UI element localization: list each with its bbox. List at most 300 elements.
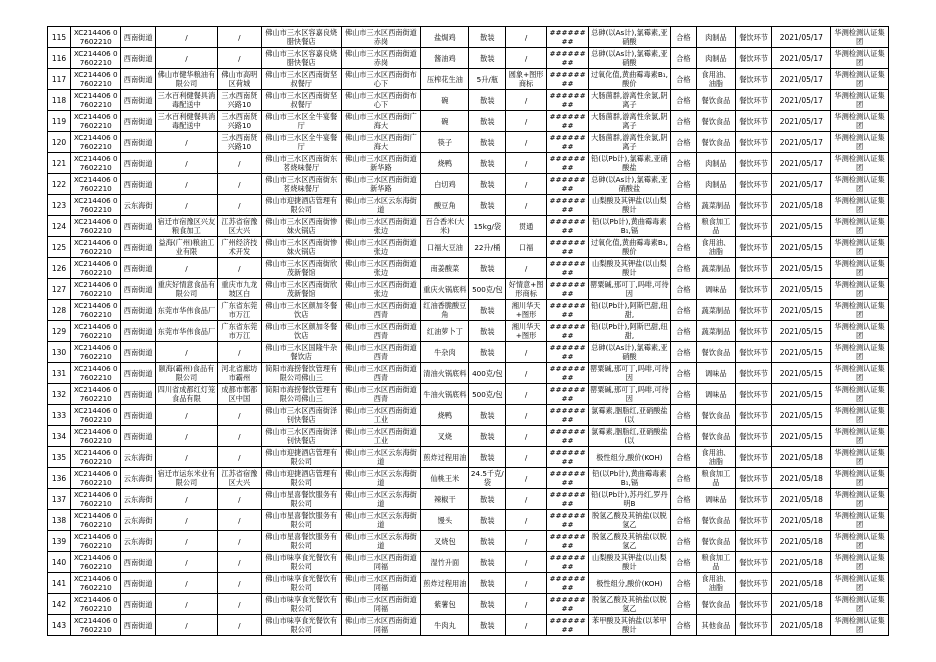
cell-producer-addr: 三水西南贤兴路10 [217,90,261,111]
cell-food: 紫薯包 [421,594,469,615]
cell-check-date: 2021/05/15 [772,216,831,237]
cell-spec: 散装 [469,300,506,321]
cell-brand: / [506,573,547,594]
cell-operator: 佛山市三水区西南街坚叔餐厅 [261,69,341,90]
cell-code: XC214406 07602210 [71,594,121,615]
cell-check-date: 2021/05/17 [772,48,831,69]
table-row [48,573,889,594]
cell-category: 餐饮食品 [696,510,735,531]
table-row [48,195,889,216]
cell-date: ######## [547,510,589,531]
cell-operator: 佛山市三水区全牛宴餐厅 [261,132,341,153]
cell-producer: 宿迁市宿豫区兴友粮食加工 [155,216,217,237]
cell-producer: / [155,615,217,636]
cell-code: XC214406 07602210 [71,48,121,69]
cell-producer-addr: / [217,510,261,531]
cell-check-date: 2021/05/18 [772,531,831,552]
cell-lab: 华测检测认证集团 [831,153,889,174]
cell-no: 139 [48,531,71,552]
cell-area: 西南街道 [121,48,156,69]
cell-operator: 佛山市三水区西南街惨妹火锅店 [261,237,341,258]
table-row [48,489,889,510]
cell-brand: / [506,552,547,573]
cell-producer-addr: 广东省东莞市万江 [217,321,261,342]
cell-operator-addr: 佛山市三水区云东海街道 [341,489,421,510]
cell-items: 脱氢乙酸及其钠盐(以脱氢乙 [589,531,671,552]
cell-date: ######## [547,363,589,384]
cell-stage: 餐饮环节 [735,216,772,237]
cell-result: 合格 [670,594,696,615]
cell-check-date: 2021/05/18 [772,552,831,573]
cell-check-date: 2021/05/18 [772,594,831,615]
cell-food: 盐焗鸡 [421,27,469,48]
cell-code: XC214406 07602210 [71,405,121,426]
cell-operator: 佛山市三水区西南街泽钊快餐店 [261,426,341,447]
cell-no: 128 [48,300,71,321]
cell-stage: 餐饮环节 [735,426,772,447]
cell-area: 西南街道 [121,237,156,258]
cell-area: 云东海街 [121,468,156,489]
cell-no: 127 [48,279,71,300]
cell-spec: 15kg/袋 [469,216,506,237]
table-row [48,27,889,48]
cell-category: 食用油、油脂 [696,69,735,90]
cell-area: 西南街道 [121,111,156,132]
cell-result: 合格 [670,426,696,447]
cell-check-date: 2021/05/17 [772,90,831,111]
cell-check-date: 2021/05/18 [772,195,831,216]
cell-area: 西南街道 [121,321,156,342]
cell-brand: 湘川华天+图形 [506,300,547,321]
cell-operator: 佛山市三水区西南街欣茂新餐馆 [261,279,341,300]
cell-food: 重庆火锅底料 [421,279,469,300]
cell-spec: 散装 [469,174,506,195]
cell-items: 总砷(以As计),氯霉素,亚硝酸 [589,27,671,48]
cell-brand: / [506,342,547,363]
cell-brand: / [506,405,547,426]
cell-date: ######## [547,258,589,279]
cell-food: 煎炸过程用油 [421,447,469,468]
cell-operator-addr: 佛山市三水区西南街道工业 [341,426,421,447]
cell-spec: 500克/包 [469,279,506,300]
cell-operator-addr: 佛山市三水区西南街道工业 [341,405,421,426]
cell-code: XC214406 07602210 [71,510,121,531]
cell-area: 西南街道 [121,279,156,300]
cell-lab: 华测检测认证集团 [831,552,889,573]
cell-stage: 餐饮环节 [735,90,772,111]
cell-result: 合格 [670,216,696,237]
cell-code: XC214406 07602210 [71,489,121,510]
cell-result: 合格 [670,510,696,531]
cell-area: 西南街道 [121,573,156,594]
cell-code: XC214406 07602210 [71,90,121,111]
cell-result: 合格 [670,363,696,384]
cell-brand: / [506,384,547,405]
cell-operator-addr: 佛山市三水区西南街道新华路 [341,153,421,174]
cell-food: 碗 [421,90,469,111]
cell-date: ######## [547,237,589,258]
table-row [48,237,889,258]
cell-lab: 华测检测认证集团 [831,531,889,552]
cell-operator-addr: 佛山市三水区西南街道同福 [341,573,421,594]
cell-operator: 佛山市迎捷酒店管理有限公司 [261,468,341,489]
cell-stage: 餐饮环节 [735,405,772,426]
cell-operator: 佛山市星喜餐饮服务有限公司 [261,510,341,531]
cell-stage: 餐饮环节 [735,279,772,300]
cell-items: 罂粟碱,那可丁,吗啡,可待因 [590,385,669,403]
cell-items: 山梨酸及其钾盐(以山梨酸计 [589,258,671,279]
cell-area: 西南街道 [121,69,156,90]
cell-operator: 佛山市味享食光餐饮有限公司 [261,573,341,594]
table-row [48,90,889,111]
cell-items: 总砷(以As计),氯霉素,亚硝酸 [589,48,671,69]
cell-check-date: 2021/05/18 [772,615,831,636]
cell-lab: 华测检测认证集团 [831,69,889,90]
cell-check-date: 2021/05/18 [772,447,831,468]
cell-spec: 22升/桶 [469,237,506,258]
cell-no: 124 [48,216,71,237]
cell-category: 调味品 [696,363,735,384]
table-row [48,405,889,426]
cell-operator: 佛山市三水区西南街东茗烧味餐厅 [261,174,341,195]
cell-spec: 散装 [469,48,506,69]
cell-category: 餐饮食品 [696,405,735,426]
cell-no: 121 [48,153,71,174]
cell-items: 脱氢乙酸及其钠盐(以脱氢乙 [589,594,671,615]
cell-food: 酱油鸡 [421,48,469,69]
cell-no: 115 [48,27,71,48]
cell-code: XC214406 07602210 [71,216,121,237]
cell-operator-addr: 佛山市三水区西南街道西青 [341,384,421,405]
cell-area: 西南街道 [121,90,156,111]
cell-brand: / [506,27,547,48]
cell-category: 餐饮食品 [696,426,735,447]
cell-no: 122 [48,174,71,195]
cell-items: 罂粟碱,那可丁,吗啡,可待因 [590,280,669,298]
cell-operator-addr: 佛山市三水区西南街道同福 [341,594,421,615]
cell-operator-addr: 佛山市三水区云东海街道 [341,195,421,216]
cell-producer-addr: 江苏省宿豫区大兴 [217,468,261,489]
cell-lab: 华测检测认证集团 [831,489,889,510]
cell-items: 铅(以Pb计),阿斯巴甜,纽甜, [589,300,671,321]
cell-area: 云东海街 [121,489,156,510]
cell-operator: 佛山市三水区颜加冬餐饮店 [261,321,341,342]
table-row [48,594,889,615]
cell-lab: 华测检测认证集团 [831,90,889,111]
cell-code: XC214406 07602210 [71,615,121,636]
cell-operator-addr: 佛山市三水区西南街道西青 [341,300,421,321]
cell-date: ######## [547,279,589,300]
cell-food: 馒头 [421,510,469,531]
cell-result: 合格 [670,258,696,279]
cell-brand: / [506,153,547,174]
cell-operator: 佛山市三水区国隆牛杂餐饮店 [261,342,341,363]
cell-lab: 华测检测认证集团 [831,321,889,342]
table-row [48,111,889,132]
cell-lab: 华测检测认证集团 [831,468,889,489]
table-row [48,552,889,573]
cell-stage: 餐饮环节 [735,69,772,90]
cell-code: XC214406 07602210 [71,258,121,279]
cell-stage: 餐饮环节 [735,468,772,489]
table-row [48,510,889,531]
cell-food: 清油火锅底料 [421,363,469,384]
cell-food: 叉烧 [421,426,469,447]
cell-date: ######## [547,48,589,69]
cell-food: 烧鸭 [421,405,469,426]
cell-stage: 餐饮环节 [735,258,772,279]
cell-lab: 华测检测认证集团 [831,237,889,258]
cell-brand: / [506,258,547,279]
cell-producer: / [155,594,217,615]
cell-operator-addr: 佛山市三水区西南街道张边 [341,237,421,258]
cell-producer: 东莞市华伟食品厂 [155,300,217,321]
cell-producer-addr: / [217,615,261,636]
cell-code: XC214406 07602210 [71,279,121,300]
cell-brand: 口福 [506,237,547,258]
cell-no: 134 [48,426,71,447]
cell-operator: 佛山市三水区全牛宴餐厅 [261,111,341,132]
cell-check-date: 2021/05/15 [772,300,831,321]
cell-result: 合格 [670,300,696,321]
cell-lab: 华测检测认证集团 [831,510,889,531]
cell-code: XC214406 07602210 [71,573,121,594]
cell-producer: 颐海(霸州)食品有限公司 [155,363,217,384]
cell-code: XC214406 07602210 [71,342,121,363]
cell-result: 合格 [670,69,696,90]
cell-items: 山梨酸及其钾盐(以山梨酸计 [589,195,671,216]
cell-date: ######## [547,447,589,468]
cell-producer-addr: / [217,48,261,69]
cell-result: 合格 [670,111,696,132]
cell-lab: 华测检测认证集团 [831,27,889,48]
cell-stage: 餐饮环节 [735,321,772,342]
cell-check-date: 2021/05/17 [772,174,831,195]
cell-brand: / [506,426,547,447]
cell-area: 云东海街 [121,195,156,216]
cell-category: 肉制品 [696,48,735,69]
cell-result: 合格 [670,552,696,573]
cell-stage: 餐饮环节 [735,594,772,615]
cell-operator-addr: 佛山市三水区西南街广海大 [341,132,421,153]
cell-no: 141 [48,573,71,594]
table-row [48,216,889,237]
cell-code: XC214406 07602210 [71,468,121,489]
cell-brand: / [506,363,547,384]
cell-category: 餐饮食品 [696,132,735,153]
cell-operator-addr: 佛山市三水区西南街布心下 [341,69,421,90]
cell-items: 脱氢乙酸及其钠盐(以脱氢乙 [589,510,671,531]
cell-spec: 24.5千克/袋 [470,469,504,487]
cell-producer-addr: / [217,195,261,216]
cell-producer-addr: / [217,489,261,510]
cell-category: 食用油、油脂 [696,237,735,258]
cell-date: ######## [547,342,589,363]
cell-result: 合格 [670,237,696,258]
cell-producer-addr: 重庆市九龙坡区白 [217,279,261,300]
cell-area: 西南街道 [121,174,156,195]
cell-no: 126 [48,258,71,279]
cell-code: XC214406 07602210 [71,27,121,48]
cell-lab: 华测检测认证集团 [831,615,889,636]
cell-result: 合格 [670,90,696,111]
cell-operator-addr: 佛山市三水区西南街道赤岗 [341,48,421,69]
cell-items: 罂粟碱,那可丁,吗啡,可待因 [590,364,669,382]
cell-brand: / [506,90,547,111]
cell-category: 调味品 [696,384,735,405]
cell-operator: 佛山市三水区西南街惨妹火锅店 [261,216,341,237]
cell-area: 西南街道 [121,615,156,636]
cell-producer: / [155,405,217,426]
cell-operator-addr: 佛山市三水区西南街道张边 [341,216,421,237]
cell-spec: 散装 [469,153,506,174]
cell-area: 西南街道 [121,300,156,321]
cell-food: 口福大豆油 [421,237,469,258]
cell-producer: / [155,27,217,48]
cell-brand: / [506,111,547,132]
cell-brand: / [506,447,547,468]
cell-date: ######## [547,153,589,174]
cell-food: 酸豆角 [421,195,469,216]
cell-items: 铅(以Pb计),黄曲霉毒素B₁,镉 [589,468,671,489]
cell-no: 119 [48,111,71,132]
cell-items: 铅(以Pb计),苏丹红,罗丹明B [589,489,671,510]
cell-result: 合格 [670,279,696,300]
cell-producer-addr: / [217,594,261,615]
cell-date: ######## [547,468,589,489]
cell-spec: 散装 [469,111,506,132]
cell-items: 总砷(以As计),氯霉素,亚硝酸盐 [589,174,671,195]
cell-no: 133 [48,405,71,426]
cell-lab: 华测检测认证集团 [831,258,889,279]
cell-category: 蔬菜制品 [696,258,735,279]
cell-check-date: 2021/05/15 [772,363,831,384]
cell-lab: 华测检测认证集团 [831,174,889,195]
cell-operator: 佛山市三水区容嘉良烧腊快餐店 [261,48,341,69]
cell-operator-addr: 佛山市三水区西南街道新华路 [341,174,421,195]
cell-spec: 散装 [469,573,506,594]
cell-check-date: 2021/05/17 [772,153,831,174]
cell-code: XC214406 07602210 [71,552,121,573]
cell-category: 调味品 [696,489,735,510]
cell-lab: 华测检测认证集团 [831,447,889,468]
cell-check-date: 2021/05/17 [772,69,831,90]
cell-producer: 四川省成都红灯笼食品有限 [155,384,217,405]
cell-area: 西南街道 [121,153,156,174]
cell-date: ######## [547,321,589,342]
cell-category: 蔬菜制品 [696,195,735,216]
cell-result: 合格 [670,321,696,342]
cell-spec: 散装 [469,195,506,216]
cell-code: XC214406 07602210 [71,321,121,342]
cell-items: 苯甲酸及其钠盐(以苯甲酸计 [589,615,671,636]
cell-stage: 餐饮环节 [735,27,772,48]
cell-no: 136 [48,468,71,489]
table-row [48,468,889,489]
cell-food: 压榨花生油 [421,69,469,90]
cell-operator: 佛山市三水区西南街坚叔餐厅 [261,90,341,111]
table-row [48,258,889,279]
table-row [48,321,889,342]
cell-food: 牛杂肉 [421,342,469,363]
cell-category: 餐饮食品 [696,111,735,132]
cell-check-date: 2021/05/15 [772,426,831,447]
cell-producer-addr: / [217,405,261,426]
cell-no: 123 [48,195,71,216]
cell-stage: 餐饮环节 [735,615,772,636]
cell-area: 西南街道 [121,384,156,405]
cell-operator: 简阳市海捞餐饮管理有限公司佛山三 [261,384,341,405]
cell-lab: 华测检测认证集团 [831,594,889,615]
cell-stage: 餐饮环节 [735,174,772,195]
cell-brand: / [506,594,547,615]
cell-producer-addr: / [217,552,261,573]
cell-area: 云东海街 [121,510,156,531]
cell-code: XC214406 07602210 [71,69,121,90]
cell-category: 肉制品 [696,153,735,174]
cell-area: 西南街道 [121,342,156,363]
cell-no: 117 [48,69,71,90]
cell-spec: 散装 [469,258,506,279]
cell-no: 120 [48,132,71,153]
cell-stage: 餐饮环节 [735,342,772,363]
cell-operator: 佛山市迎捷酒店管理有限公司 [261,195,341,216]
cell-check-date: 2021/05/15 [772,237,831,258]
cell-brand: / [506,132,547,153]
cell-items: 山梨酸及其钾盐(以山梨酸计 [589,552,671,573]
cell-date: ######## [547,111,589,132]
inspection-results-sheet [47,26,889,636]
cell-producer: / [155,573,217,594]
cell-brand: / [506,48,547,69]
cell-date: ######## [547,594,589,615]
cell-spec: 500克/包 [469,384,506,405]
cell-brand: 贯通 [506,216,547,237]
cell-category: 餐饮食品 [696,90,735,111]
cell-spec: 散装 [469,531,506,552]
cell-producer-addr: / [217,447,261,468]
cell-brand: / [506,510,547,531]
cell-operator-addr: 佛山市三水区云东海街道 [341,447,421,468]
cell-operator-addr: 佛山市三水区西南街道西青 [341,342,421,363]
cell-items: 氯霉素,胭脂红,亚硝酸盐(以 [589,405,671,426]
cell-producer: / [155,342,217,363]
cell-result: 合格 [670,195,696,216]
cell-producer: / [155,195,217,216]
cell-lab: 华测检测认证集团 [831,300,889,321]
cell-result: 合格 [670,405,696,426]
cell-no: 135 [48,447,71,468]
cell-producer-addr: 江苏省宿豫区大兴 [217,216,261,237]
cell-lab: 华测检测认证集团 [831,426,889,447]
cell-producer: 宿迁市运东米业有限公司 [155,468,217,489]
cell-operator: 简阳市海捞餐饮管理有限公司佛山三 [261,363,341,384]
cell-code: XC214406 07602210 [71,237,121,258]
cell-items: 铅(以Pb计),氯霉素,亚硝酸盐 [589,153,671,174]
cell-result: 合格 [670,48,696,69]
cell-operator: 佛山市迎捷酒店管理有限公司 [261,447,341,468]
cell-no: 140 [48,552,71,573]
cell-producer-addr: 成都市郫都区中国 [217,384,261,405]
cell-code: XC214406 07602210 [71,153,121,174]
cell-operator-addr: 佛山市三水区云东海街道 [341,510,421,531]
cell-producer-addr: / [217,174,261,195]
table-row [48,279,889,300]
cell-producer-addr: / [217,342,261,363]
cell-producer-addr: / [217,426,261,447]
table-row [48,69,889,90]
cell-items: 氯霉素,胭脂红,亚硝酸盐(以 [589,426,671,447]
